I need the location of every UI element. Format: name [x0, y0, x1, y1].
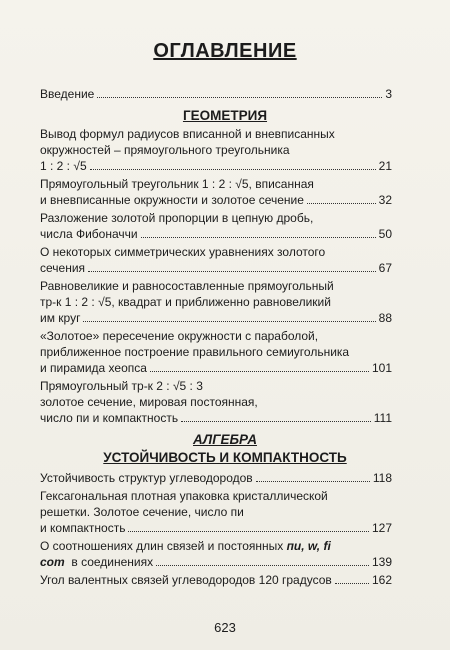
- toc-entry-geometry-1[interactable]: [40, 158, 392, 174]
- toc-entry-algebra-3[interactable]: [40, 554, 392, 570]
- toc-entry-text: приближенное построение правильного семиугольника: [40, 345, 350, 359]
- toc-entry-text: им круг: [40, 311, 81, 325]
- dot-leader: [256, 471, 370, 482]
- page-number: 623: [214, 620, 236, 635]
- toc-entry-text: Угол валентных связей углеводородов 120 градусов: [40, 573, 332, 587]
- dot-leader: [156, 555, 369, 566]
- dot-leader: [128, 521, 369, 532]
- toc-page-number: 118: [372, 471, 392, 485]
- toc-entry-geometry-2[interactable]: [40, 192, 392, 208]
- toc-entry-text: [40, 538, 392, 554]
- section-subheading-stability: УСТОЙЧИВОСТЬ И КОМПАКТНОСТЬ: [103, 450, 347, 465]
- section-heading-algebra: АЛГЕБРА: [193, 432, 257, 447]
- toc-entry-text: Гексагональная плотная упаковка кристаллической: [40, 489, 328, 503]
- toc-entry-text: Разложение золотой пропорции в цепную дробь,: [40, 211, 314, 225]
- toc-page-number: 88: [378, 311, 392, 325]
- toc-entry-text-part: в соединениях: [64, 555, 154, 569]
- toc-entry-text: Равновеликие и равносоставленные прямоугольный: [40, 279, 334, 293]
- toc-page-number: 139: [371, 555, 392, 569]
- toc-entry-text: [40, 554, 153, 570]
- toc-page-number: 50: [378, 227, 392, 241]
- toc-entry-text: 1 : 2 : √5: [40, 159, 87, 173]
- toc-entry-geometry-6[interactable]: [40, 360, 392, 376]
- section-heading-geometry: ГЕОМЕТРИЯ: [182, 108, 268, 123]
- toc-page-number: 32: [378, 193, 392, 207]
- dot-leader: [88, 261, 376, 272]
- toc-entry-text: решетки. Золотое сечение, число пи: [40, 505, 244, 519]
- toc-page-number: 21: [378, 159, 392, 173]
- dot-leader: [141, 227, 376, 238]
- page-title: ОГЛАВЛЕНИЕ: [153, 40, 297, 62]
- toc-entry-text: О некоторых симметрических уравнениях золотого: [40, 245, 326, 259]
- toc-page-number: 101: [371, 361, 392, 375]
- dot-leader: [90, 159, 376, 170]
- toc-entry-geometry-5[interactable]: [40, 310, 392, 326]
- toc-entry-text: золотое сечение, мировая постоянная,: [40, 395, 258, 409]
- toc-page-number: 3: [385, 87, 392, 101]
- toc-entry-geometry-4[interactable]: [40, 260, 392, 276]
- toc-entry-text: Прямоугольный тр-к 2 : √5 : 3: [40, 379, 203, 393]
- dot-leader: [150, 361, 369, 372]
- toc-page-number: 111: [373, 411, 392, 425]
- toc-entry-algebra-4[interactable]: [40, 572, 392, 588]
- toc-entry-algebra-1[interactable]: [40, 470, 392, 486]
- dot-leader: [181, 411, 371, 422]
- toc-entry-text-part: О соотношениях длин связей и постоянных: [40, 539, 287, 553]
- toc-entry-text: число пи и компактность: [40, 411, 179, 425]
- toc-entry-intro[interactable]: [40, 86, 392, 102]
- toc-entry-text: «Золотое» пересечение окружности с параболой,: [40, 329, 319, 343]
- toc-entry-geometry-7[interactable]: [40, 410, 392, 426]
- toc-entry-geometry-3[interactable]: [40, 226, 392, 242]
- toc-entry-emphasis: com: [40, 555, 65, 569]
- toc-entry-text: тр-к 1 : 2 : √5, квадрат и приближенно равновеликий: [40, 295, 331, 309]
- toc-entry-text: числа Фибоначчи: [40, 227, 138, 241]
- dot-leader: [97, 87, 382, 98]
- dot-leader: [335, 573, 369, 584]
- toc-entry-text: и компактность: [40, 521, 126, 535]
- toc-page-number: 127: [371, 521, 392, 535]
- toc-entry-algebra-2[interactable]: [40, 520, 392, 536]
- toc-entry-text: окружностей – прямоугольного треугольника: [40, 143, 290, 157]
- dot-leader: [307, 193, 376, 204]
- toc-entry-text: сечения: [40, 261, 86, 275]
- toc-entry-text: Устойчивость структур углеводородов: [40, 471, 253, 485]
- toc-entry-text: и вневписанные окружности и золотое сечение: [40, 193, 304, 207]
- toc-entry-text: Вывод формул радиусов вписанной и вневписанных: [40, 127, 335, 141]
- toc-page-number: 162: [371, 573, 392, 587]
- dot-leader: [83, 311, 375, 322]
- toc-entry-text: Введение: [40, 87, 95, 101]
- toc-page-number: 67: [378, 261, 392, 275]
- toc-entry-text: Прямоугольный треугольник 1 : 2 : √5, вписанная: [40, 177, 314, 191]
- toc-entry-text: и пирамида хеопса: [40, 361, 147, 375]
- toc-entry-emphasis: пи, w, fi: [286, 539, 331, 553]
